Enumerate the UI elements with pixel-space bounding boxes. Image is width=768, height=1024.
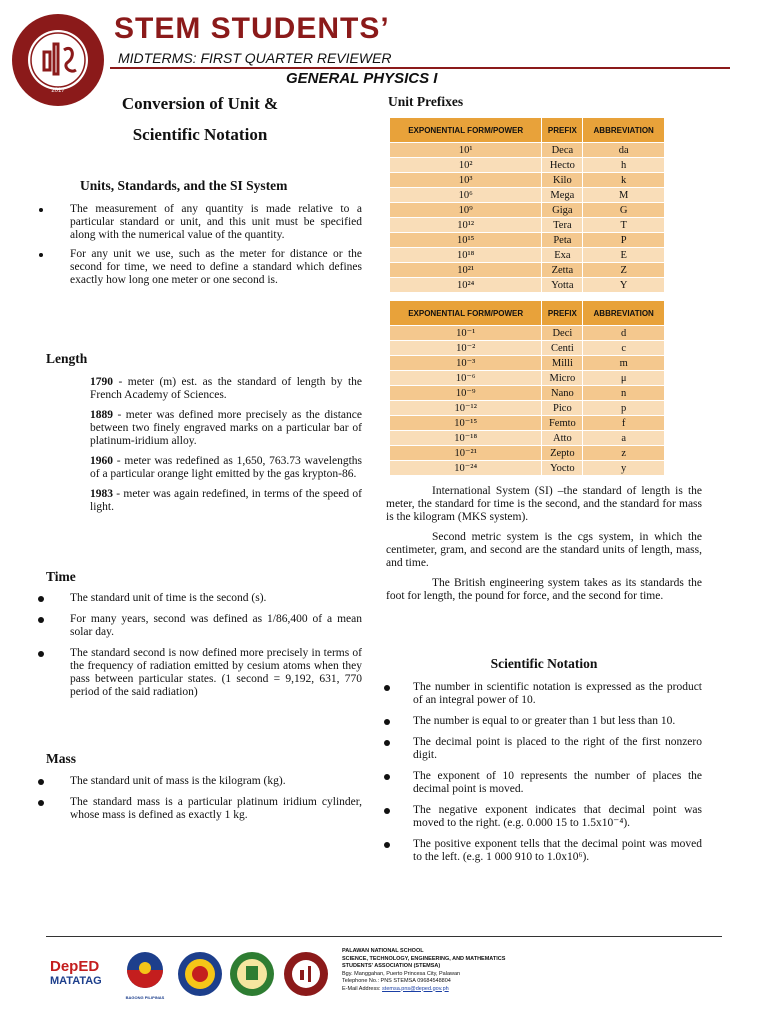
table-row [390, 143, 664, 157]
prefix-cell: Tera [542, 218, 582, 232]
table-row [390, 461, 664, 475]
unit-prefixes-heading: Unit Prefixes [388, 94, 464, 109]
power-cell: 10⁻² [390, 341, 541, 355]
table-row [390, 326, 664, 340]
list-item: The number is equal to or greater than 1 but less than 10. [384, 715, 702, 728]
abbreviation-cell: y [583, 461, 664, 475]
power-cell: 10⁹ [390, 203, 541, 217]
power-cell: 10⁻¹² [390, 401, 541, 415]
abbreviation-cell: k [583, 173, 664, 187]
col-header: PREFIX [542, 301, 582, 325]
stem-association-seal [282, 950, 330, 998]
power-cell: 10¹⁵ [390, 233, 541, 247]
table-row [390, 248, 664, 262]
footer-divider [46, 936, 722, 937]
col-header: PREFIX [542, 118, 582, 142]
prefix-cell: Milli [542, 356, 582, 370]
reviewer-subtitle: MIDTERMS: FIRST QUARTER REVIEWER [118, 50, 392, 66]
power-cell: 10⁻¹ [390, 326, 541, 340]
abbreviation-cell: T [583, 218, 664, 232]
table-row [390, 371, 664, 385]
length-list [90, 376, 362, 514]
list-item: The decimal point is placed to the right of the first nonzero digit. [384, 736, 702, 762]
table-row [390, 416, 664, 430]
col-header: ABBREVIATION [583, 301, 664, 325]
col-header: EXPONENTIAL FORM/POWER [390, 301, 541, 325]
table-row [390, 263, 664, 277]
mass-heading: Mass [46, 751, 76, 766]
power-cell: 10⁻⁶ [390, 371, 541, 385]
length-item: 1960 - meter was redefined as 1,650, 763.73 wavelengths of a particular orange light emitted by the gas krypton-86. [90, 455, 362, 480]
si-paragraph: International System (SI) –the standard of length is the meter, the standard for time is the second, and the standard for mass is the kilogram (MKS system). [386, 485, 702, 523]
table-row [390, 158, 664, 172]
abbreviation-cell: μ [583, 371, 664, 385]
list-item: The number in scientific notation is expressed as the product of an integral power of 10. [384, 681, 702, 707]
prefix-cell: Hecto [542, 158, 582, 172]
school-seal-1 [176, 950, 224, 998]
table-row [390, 431, 664, 445]
abbreviation-cell: da [583, 143, 664, 157]
list-item: The positive exponent tells that the decimal point was moved to the left. (e.g. 1 000 910 to 1.0x10⁶). [384, 838, 702, 864]
power-cell: 10²⁴ [390, 278, 541, 292]
prefix-cell: Exa [542, 248, 582, 262]
prefix-cell: Deca [542, 143, 582, 157]
abbreviation-cell: c [583, 341, 664, 355]
prefix-cell: Femto [542, 416, 582, 430]
prefix-cell: Nano [542, 386, 582, 400]
col-header: EXPONENTIAL FORM/POWER [390, 118, 541, 142]
power-cell: 10¹ [390, 143, 541, 157]
power-cell: 10⁻²⁴ [390, 461, 541, 475]
bagong-pilipinas-logo: BAGONG PILIPINAS [118, 950, 172, 998]
prefix-cell: Yocto [542, 461, 582, 475]
abbreviation-cell: Z [583, 263, 664, 277]
power-cell: 10¹² [390, 218, 541, 232]
abbreviation-cell: p [583, 401, 664, 415]
abbreviation-cell: d [583, 326, 664, 340]
abbreviation-cell: Y [583, 278, 664, 292]
header-divider [110, 67, 730, 69]
abbreviation-cell: f [583, 416, 664, 430]
prefix-cell: Atto [542, 431, 582, 445]
email-link[interactable]: stemsa.pns@deped.gov.ph [382, 985, 449, 992]
col-header: ABBREVIATION [583, 118, 664, 142]
abbreviation-cell: a [583, 431, 664, 445]
brand-title: STEM STUDENTS’ [114, 12, 390, 45]
abbreviation-cell: h [583, 158, 664, 172]
list-item: The measurement of any quantity is made relative to a particular standard or unit, and this unit must be specified along with the numerical value of the quantity. [38, 203, 362, 242]
abbreviation-cell: E [583, 248, 664, 262]
prefix-table-negative [389, 300, 665, 476]
prefix-cell: Mega [542, 188, 582, 202]
prefix-cell: Centi [542, 341, 582, 355]
power-cell: 10² [390, 158, 541, 172]
time-list [38, 592, 362, 699]
table-row [390, 341, 664, 355]
table-row [390, 173, 664, 187]
power-cell: 10¹⁸ [390, 248, 541, 262]
abbreviation-cell: m [583, 356, 664, 370]
british-paragraph: The British engineering system takes as its standards the foot for length, the pound for force, and the second for time. [386, 577, 702, 602]
table-row [390, 401, 664, 415]
abbreviation-cell: M [583, 188, 664, 202]
list-item: For any unit we use, such as the meter for distance or the second for time, we need to define a standard which defines exactly how long one meter or one second is. [38, 248, 362, 287]
course-title: GENERAL PHYSICS I [286, 70, 438, 87]
power-cell: 10⁻⁹ [390, 386, 541, 400]
prefix-cell: Pico [542, 401, 582, 415]
power-cell: 10³ [390, 173, 541, 187]
prefix-cell: Kilo [542, 173, 582, 187]
mass-list [38, 775, 362, 822]
time-heading: Time [46, 569, 76, 584]
footer-contact: PALAWAN NATIONAL SCHOOL SCIENCE, TECHNOLOGY, ENGINEERING, AND MATHEMATICS STUDENTS' ASSOCIATION (STEMSA) Bgy. Manggahan, Puerto Princesa City, Palawan Telephone No.: PNS STEMSA 09684548804 E-Mail Address: stemsa.pns@deped.gov.ph [342, 948, 506, 992]
length-item: 1889 - meter was defined more precisely as the distance between two finely engraved marks on a particular bar of platinum-iridium alloy. [90, 409, 362, 447]
length-item: 1983 - meter was again redefined, in terms of the speed of light. [90, 488, 362, 513]
prefix-cell: Zetta [542, 263, 582, 277]
power-cell: 10⁻¹⁸ [390, 431, 541, 445]
list-item: The standard mass is a particular platinum iridium cylinder, whose mass is defined as exactly 1 kg. [38, 796, 362, 822]
list-item: For many years, second was defined as 1/86,400 of a mean solar day. [38, 613, 362, 639]
prefix-cell: Micro [542, 371, 582, 385]
abbreviation-cell: n [583, 386, 664, 400]
power-cell: 10⁶ [390, 188, 541, 202]
list-item: The exponent of 10 represents the number of places the decimal point is moved. [384, 770, 702, 796]
list-item: The standard second is now defined more precisely in terms of the frequency of radiation emitted by cesium atoms when they pass between particular states. (1 second = 9,192, 631, 770 period of the said radiation) [38, 647, 362, 699]
scientific-notation-heading: Scientific Notation [490, 656, 598, 671]
units-heading: Units, Standards, and the SI System [80, 178, 288, 193]
table-row [390, 218, 664, 232]
prefix-cell: Yotta [542, 278, 582, 292]
svg-text:2017: 2017 [51, 88, 65, 94]
measurement-systems [386, 485, 702, 603]
deped-matatag-logo: DepED MATATAG [50, 958, 102, 987]
power-cell: 10⁻²¹ [390, 446, 541, 460]
prefix-table-positive [389, 117, 665, 293]
prefix-cell: Giga [542, 203, 582, 217]
power-cell: 10⁻¹⁵ [390, 416, 541, 430]
power-cell: 10²¹ [390, 263, 541, 277]
table-row [390, 446, 664, 460]
power-cell: 10⁻³ [390, 356, 541, 370]
list-item: The negative exponent indicates that decimal point was moved to the right. (e.g. 0.000 15 to 1.5x10⁻⁴). [384, 804, 702, 830]
abbreviation-cell: P [583, 233, 664, 247]
table-row [390, 356, 664, 370]
abbreviation-cell: z [583, 446, 664, 460]
prefix-cell: Deci [542, 326, 582, 340]
table-row [390, 386, 664, 400]
page-title-line1: Conversion of Unit & [121, 94, 279, 113]
abbreviation-cell: G [583, 203, 664, 217]
school-seal-2 [228, 950, 276, 998]
prefix-cell: Zepto [542, 446, 582, 460]
page-title-line2: Scientific Notation [132, 125, 268, 144]
list-item: The standard unit of time is the second (s). [38, 592, 362, 605]
table-row [390, 203, 664, 217]
table-row [390, 233, 664, 247]
table-row [390, 278, 664, 292]
prefix-cell: Peta [542, 233, 582, 247]
length-item: 1790 - meter (m) est. as the standard of length by the French Academy of Sciences. [90, 376, 362, 401]
units-list [38, 203, 362, 287]
list-item: The standard unit of mass is the kilogram (kg). [38, 775, 362, 788]
sci-list [384, 681, 702, 864]
cgs-paragraph: Second metric system is the cgs system, in which the centimeter, gram, and second are the standard units of length, mass, and time. [386, 531, 702, 569]
length-heading: Length [46, 351, 88, 366]
table-row [390, 188, 664, 202]
